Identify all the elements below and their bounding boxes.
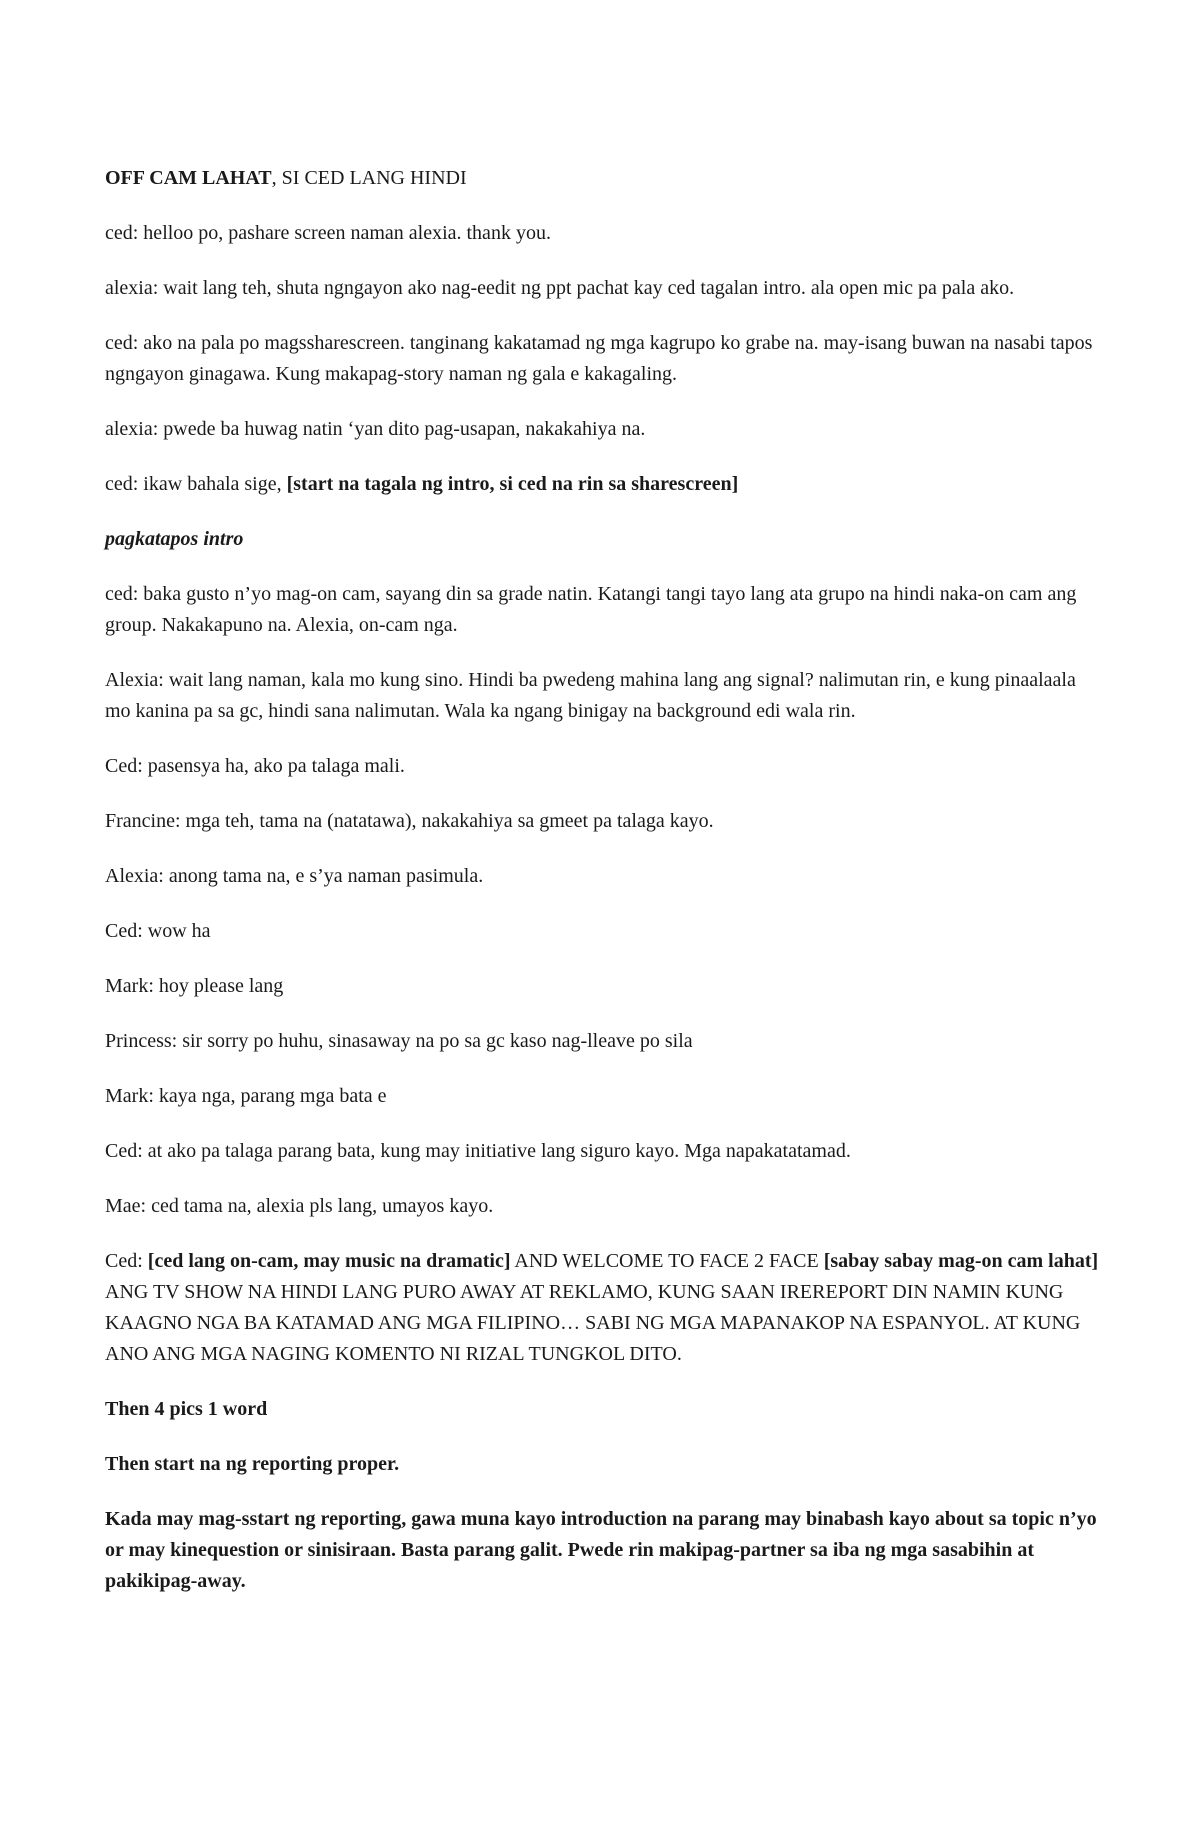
dialogue-line: Ced: pasensya ha, ako pa talaga mali. [105,755,405,777]
dialogue-text: ANG TV SHOW NA HINDI LANG PURO AWAY AT REKLAMO, KUNG SAAN IREREPORT DIN NAMIN KUNG KAAGNO NGA BA KATAMAD ANG MGA FILIPINO… SABI NG MGA MAPANAKOP NA ESPANYOL. AT KUNG ANO ANG MGA NAGING KOMENTO NI RIZAL TUNGKOL DITO. [105,1281,1081,1365]
dialogue-line: alexia: wait lang teh, shuta ngngayon ako nag-eedit ng ppt pachat kay ced tagalan intro. ala open mic pa pala ako. [105,277,1015,299]
dialogue-line: Alexia: anong tama na, e s’ya naman pasimula. [105,865,484,887]
dialogue-text: AND WELCOME TO FACE 2 FACE [510,1250,824,1272]
speaker-text: Ced: [105,1250,148,1272]
instruction-line: Then start na ng reporting proper. [105,1453,400,1475]
dialogue-text: ced: ikaw bahala sige, [105,473,287,495]
dialogue-line: Mark: hoy please lang [105,975,284,997]
scene-heading [105,163,1100,194]
dialogue-line: ced: ako na pala po magssharescreen. tanginang kakatamad ng mga kagrupo ko grabe na. may-isang buwan na nasabi tapos ngngayon ginagawa. Kung makapag-story naman ng gala e kakagaling. [105,332,1093,385]
section-heading: pagkatapos intro [105,528,244,550]
dialogue-line: ced: helloo po, pashare screen naman alexia. thank you. [105,222,551,244]
dialogue-line: Princess: sir sorry po huhu, sinasaway na po sa gc kaso nag-lleave po sila [105,1030,693,1052]
stage-direction: [ced lang on-cam, may music na dramatic] [147,1250,511,1272]
dialogue-line: Mae: ced tama na, alexia pls lang, umayos kayo. [105,1195,494,1217]
scene-heading-rest: , SI CED LANG HINDI [271,167,467,189]
instruction-paragraph: Kada may mag-sstart ng reporting, gawa muna kayo introduction na parang may binabash kayo about sa topic n’yo or may kinequestion or sinisiraan. Basta parang galit. Pwede rin makipag-partner sa iba ng mga sasabihin at pakikipag-away. [105,1508,1097,1592]
dialogue-line: Ced: at ako pa talaga parang bata, kung may initiative lang siguro kayo. Mga napakatatamad. [105,1140,851,1162]
document-body [105,163,1100,1621]
dialogue-line: Ced: wow ha [105,920,211,942]
dialogue-line: alexia: pwede ba huwag natin ‘yan dito pag-usapan, nakakahiya na. [105,418,646,440]
dialogue-line: Mark: kaya nga, parang mga bata e [105,1085,387,1107]
stage-direction: [sabay sabay mag-on cam lahat] [823,1250,1099,1272]
dialogue-line: Francine: mga teh, tama na (natatawa), nakakahiya sa gmeet pa talaga kayo. [105,810,714,832]
scene-heading-bold: OFF CAM LAHAT [105,167,272,189]
show-opening-line [105,1246,1100,1370]
instruction-line: Then 4 pics 1 word [105,1398,268,1420]
dialogue-line: Alexia: wait lang naman, kala mo kung sino. Hindi ba pwedeng mahina lang ang signal? nalimutan rin, e kung pinaalaala mo kanina pa sa gc, hindi sana nalimutan. Wala ka ngang binigay na background edi wala rin. [105,669,1076,722]
dialogue-line-with-direction [105,469,1100,500]
dialogue-line: ced: baka gusto n’yo mag-on cam, sayang din sa grade natin. Katangi tangi tayo lang ata grupo na hindi naka-on cam ang group. Nakakapuno na. Alexia, on-cam nga. [105,583,1077,636]
stage-direction: [start na tagala ng intro, si ced na rin sa sharescreen] [286,473,739,495]
